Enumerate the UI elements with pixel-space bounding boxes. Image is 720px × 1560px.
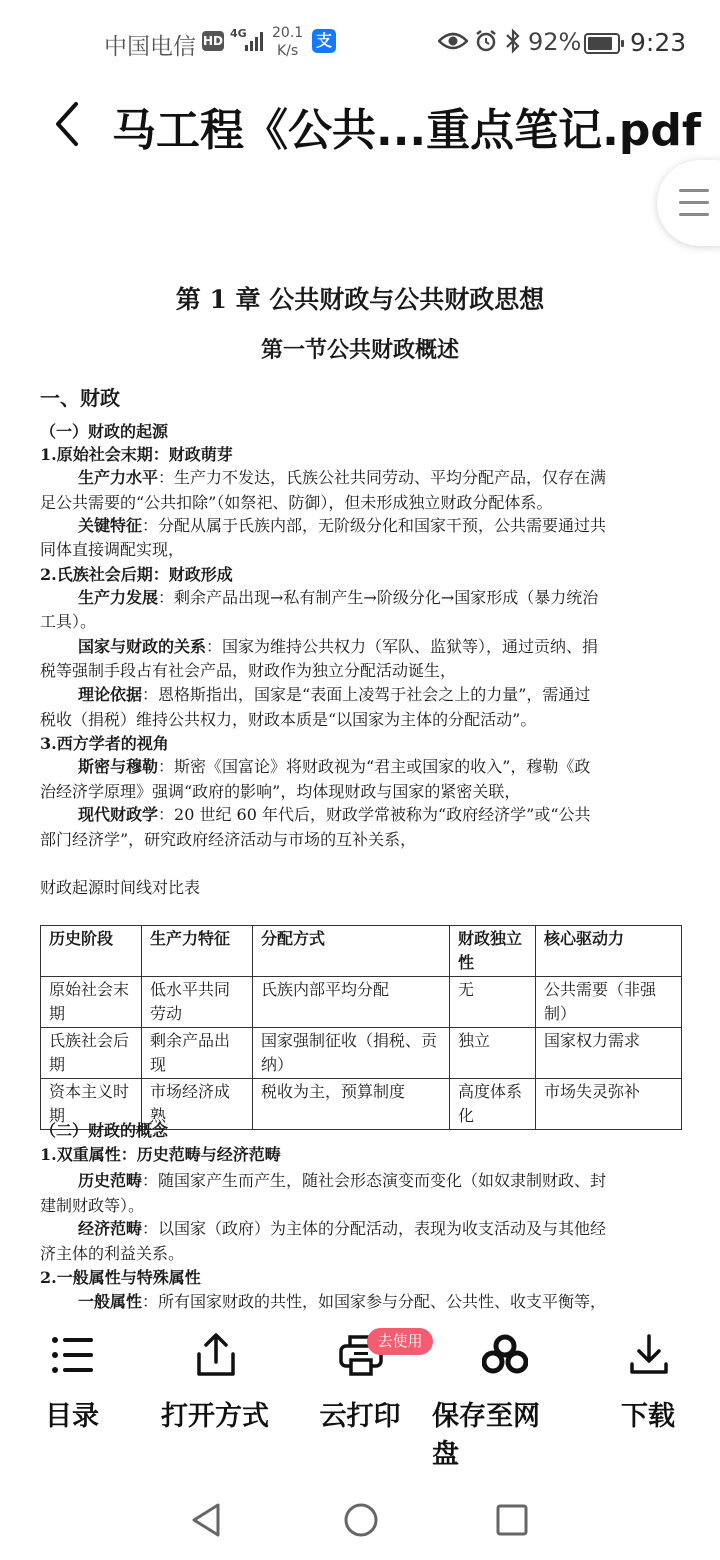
timeline-comparison-table [40,925,682,1130]
menu-line-icon [679,189,709,192]
menu-line-icon [679,201,709,204]
text-line [40,443,233,467]
table-body [41,977,682,1130]
text-bold-run: 2.氏族社会后期：财政形成 [40,565,233,584]
text-bold-run: 1.双重属性：历史范畴与经济范畴 [40,1145,281,1164]
toolbar-label: 下载 [621,1401,675,1432]
text-bold-run: 斯密与穆勒 [78,757,159,776]
text-bold-run: 2.一般属性与特殊属性 [40,1268,201,1287]
try-now-badge[interactable]: 去使用 [367,1328,433,1355]
alipay-icon: 支 [312,29,336,53]
text-bold-run: 关键特征 [78,516,143,535]
text-run: 同体直接调配实现， [40,540,185,559]
table-header-cell: 核心驱动力 [536,926,682,977]
table-cell: 公共需要（非强制） [536,977,682,1028]
chapter-title: 第 1 章 公共财政与公共财政思想 [175,285,545,314]
title-bar [0,84,720,164]
text-line [40,1143,281,1167]
text-line [78,514,606,538]
table-cell: 国家强制征收（捐税、贡纳） [253,1028,450,1079]
text-run: 税收（捐税）维持公共权力，财政本质是“以国家为主体的分配活动”。 [40,710,537,729]
pdf-page[interactable] [0,250,720,1318]
cloud-drive-icon [482,1332,528,1378]
battery-percent: 92% [528,28,582,56]
toolbar-label: 云打印 [319,1401,401,1432]
battery-cap [621,40,624,47]
text-line [40,780,520,804]
text-bold-run: 1.原始社会末期：财政萌芽 [40,445,233,464]
text-run: 建制财政等）。 [40,1196,145,1215]
table-cell: 高度体系化 [450,1079,536,1130]
text-line [78,635,598,659]
text-line [78,1290,606,1314]
nav-recents-icon[interactable] [496,1504,528,1536]
table-cell: 独立 [450,1028,536,1079]
text-run: ：以国家（政府）为主体的分配活动，表现为收支活动及与其他经 [142,1219,607,1238]
heading-finance: 一、财政 [40,386,120,410]
text-run: 济主体的利益关系。 [40,1244,185,1263]
text-run: ：分配从属于氏族内部，无阶级分化和国家干预，公共需要通过共 [142,516,607,535]
table-header-cell: 分配方式 [253,926,450,977]
text-bold-run: 生产力发展 [78,588,159,607]
table-cell: 氏族社会后期 [41,1028,142,1079]
net-speed-value: 20.1 [272,25,304,41]
table-cell: 剩余产品出现 [142,1028,253,1079]
system-nav-bar [0,1480,720,1560]
table-cell: 税收为主，预算制度 [253,1079,450,1130]
text-bold-run: 生产力水平 [78,468,159,487]
text-bold-run: 现代财政学 [78,805,159,824]
text-line [40,708,536,732]
text-bold-run: 历史范畴 [78,1171,143,1190]
table-header-cell: 生产力特征 [142,926,253,977]
hamburger-menu-button[interactable] [657,160,720,246]
text-line [78,803,591,827]
text-line [40,563,233,587]
menu-line-icon [679,213,709,216]
text-run: 部门经济学”，研究政府经济活动与市场的互补关系， [40,830,417,849]
text-line [40,828,416,852]
text-line [40,420,168,444]
text-line [40,1266,201,1290]
text-bold-run: 国家与财政的关系 [78,637,207,656]
table-cell: 低水平共同劳动 [142,977,253,1028]
network-type: 4G [230,27,247,40]
text-run: ：国家为维持公共权力（军队、监狱等），通过贡纳、捐 [206,637,599,656]
table-header-cell: 财政独立性 [450,926,536,977]
text-run: 财政起源时间线对比表 [40,878,201,897]
table-row [41,1028,682,1079]
toolbar-label: 目录 [45,1401,99,1432]
battery-icon [584,33,620,54]
bluetooth-icon [504,28,522,54]
section-title: 第一节公共财政概述 [260,337,459,363]
text-line [40,610,96,634]
document-title: 马工程《公共...重点笔记.pdf [112,105,701,156]
bottom-toolbar [0,1320,720,1480]
table-header-cell: 历史阶段 [41,926,142,977]
toolbar-label: 保存至网盘 [432,1401,540,1470]
eye-icon [438,31,468,51]
text-line [40,659,456,683]
table-cell: 市场失灵弥补 [536,1079,682,1130]
download-icon [626,1332,672,1378]
text-line [40,876,200,900]
net-speed-unit: K/s [276,43,299,59]
text-run: 税等强制手段占有社会产品，财政作为独立分配活动诞生， [40,661,457,680]
table-row [41,977,682,1028]
text-run: 治经济学原理》强调“政府的影响”，均体现财政与国家的紧密关联， [40,782,521,801]
text-run: ：恩格斯指出，国家是“表面上凌驾于社会之上的力量”，需通过 [142,685,591,704]
text-line [78,1169,606,1193]
text-run: ：20 世纪 60 年代后，财政学常被称为“政府经济学”或“公共 [158,805,591,824]
text-bold-run: （二）财政的概念 [40,1121,169,1140]
toolbar-label: 打开方式 [161,1401,269,1432]
text-line [78,683,590,707]
nav-home-icon[interactable] [343,1502,379,1538]
status-bar [0,0,720,84]
battery-fill [588,37,612,50]
text-run: ：斯密《国富论》将财政视为“君主或国家的收入”，穆勒《政 [158,757,591,776]
text-line [40,732,169,756]
table-cell: 资本主义时期 [41,1079,142,1130]
text-bold-run: 经济范畴 [78,1219,143,1238]
text-line [40,491,552,515]
text-line [40,1119,168,1143]
text-bold-run: （一）财政的起源 [40,422,169,441]
back-arrow-icon[interactable] [46,96,86,152]
signal-icon [244,30,266,52]
table-header-row [41,926,682,977]
clock: 9:23 [630,28,687,57]
text-run: ：生产力不发达，氏族公社共同劳动、平均分配产品，仅存在满 [158,468,607,487]
list-icon [50,1332,96,1378]
carrier-name: 中国电信 [104,34,196,60]
text-line [78,586,598,610]
nav-back-icon[interactable] [190,1502,222,1538]
text-run: 工具）。 [40,612,97,631]
table-cell: 无 [450,977,536,1028]
table-cell: 国家权力需求 [536,1028,682,1079]
text-run: ：剩余产品出现→私有制产生→阶级分化→国家形成（暴力统治 [158,588,599,607]
text-run: 足公共需要的“公共扣除”（如祭祀、防御），但未形成独立财政分配体系。 [40,493,553,512]
hd-icon: HD [202,31,224,51]
text-bold-run: 理论依据 [78,685,143,704]
text-run: ：所有国家财政的共性，如国家参与分配、公共性、收支平衡等， [142,1292,607,1311]
text-line [40,538,184,562]
alarm-icon [474,29,498,53]
table-cell: 原始社会末期 [41,977,142,1028]
share-icon [193,1332,239,1378]
text-line [78,1217,606,1241]
text-bold-run: 3.西方学者的视角 [40,734,169,753]
text-line [40,1194,144,1218]
text-line [78,466,606,490]
table-cell: 氏族内部平均分配 [253,977,450,1028]
text-line [40,1242,184,1266]
text-bold-run: 一般属性 [78,1292,143,1311]
table-cell: 市场经济成熟 [142,1079,253,1130]
text-run: ：随国家产生而产生，随社会形态演变而变化（如奴隶制财政、封 [142,1171,607,1190]
net-speed [272,24,303,60]
text-line [78,755,590,779]
